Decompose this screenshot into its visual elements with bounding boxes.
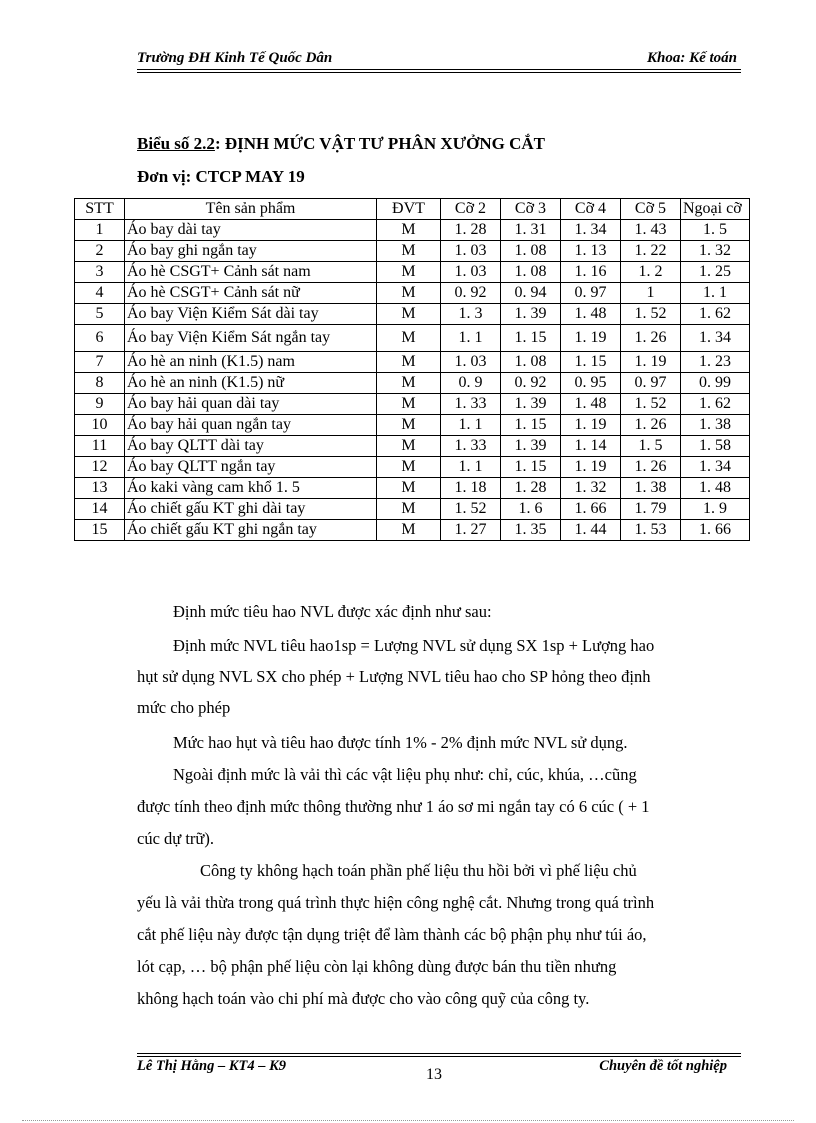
product-name-cell: Áo kaki vàng cam khổ 1. 5 [125,478,377,499]
paragraph-5-line-5: không hạch toán vào chi phí mà được cho vào công quỹ của công ty. [137,989,590,1008]
table-cell: 1. 5 [621,436,681,457]
table-cell: 4 [75,283,125,304]
table-cell: 0. 9 [441,373,501,394]
table-cell: 11 [75,436,125,457]
table-cell: 1. 39 [501,436,561,457]
table-cell: 1. 03 [441,262,501,283]
paragraph-5-line-3: cắt phế liệu này được tận dụng triệt để làm thành các bộ phận phụ như túi áo, [137,925,647,944]
table-cell: 1. 03 [441,352,501,373]
table-cell: 1. 43 [621,220,681,241]
header-cell: Ngoại cỡ [681,199,750,220]
table-cell: 1. 1 [441,457,501,478]
product-name-cell: Áo hè CSGT+ Cảnh sát nữ [125,283,377,304]
table-cell: 1. 19 [621,352,681,373]
table-cell: M [377,241,441,262]
table-cell: 1. 03 [441,241,501,262]
table-cell: 0. 97 [561,283,621,304]
material-norm-table [74,198,750,541]
table-cell: 1. 2 [621,262,681,283]
table-cell: M [377,373,441,394]
table-cell: 1. 15 [561,352,621,373]
table-cell: 1. 33 [441,394,501,415]
header-cell: Cỡ 4 [561,199,621,220]
table-cell: 1. 35 [501,520,561,541]
table-cell: 13 [75,478,125,499]
table-cell: M [377,415,441,436]
table-row [75,373,750,394]
table-title-label: Biểu số 2.2 [137,134,215,153]
table-cell: 1. 52 [621,394,681,415]
header-cell: STT [75,199,125,220]
table-cell: 14 [75,499,125,520]
product-name-cell: Áo bay QLTT ngắn tay [125,457,377,478]
product-name-cell: Áo hè CSGT+ Cảnh sát nam [125,262,377,283]
table-cell: 0. 92 [441,283,501,304]
product-name-cell: Áo bay Viện Kiểm Sát dài tay [125,304,377,325]
table-cell: 8 [75,373,125,394]
table-cell: 2 [75,241,125,262]
table-row [75,478,750,499]
table-cell: 3 [75,262,125,283]
header-cell: Cỡ 2 [441,199,501,220]
table-cell: 12 [75,457,125,478]
paragraph-3: Mức hao hụt và tiêu hao được tính 1% - 2% định mức NVL sử dụng. [173,733,628,752]
table-cell: M [377,457,441,478]
table-cell: 0. 99 [681,373,750,394]
table-cell: 1. 66 [561,499,621,520]
table-cell: 1. 48 [561,304,621,325]
table-cell: 1. 34 [681,325,750,352]
paragraph-4-line-2: được tính theo định mức thông thường như 1 áo sơ mi ngắn tay có 6 cúc ( + 1 [137,797,650,816]
paragraph-2-line-2: hụt sử dụng NVL SX cho phép + Lượng NVL tiêu hao cho SP hỏng theo định [137,667,651,686]
table-cell: 1. 08 [501,241,561,262]
page-footer [137,1050,741,1090]
table-cell: 1. 48 [681,478,750,499]
table-cell: 1. 34 [681,457,750,478]
page-header [137,50,741,70]
table-cell: M [377,220,441,241]
page-bottom-border [22,1120,794,1121]
table-cell: 6 [75,325,125,352]
table-cell: 1. 19 [561,325,621,352]
product-name-cell: Áo chiết gấu KT ghi dài tay [125,499,377,520]
table-row [75,262,750,283]
table-cell: M [377,304,441,325]
table-cell: M [377,325,441,352]
table-cell: 1. 28 [501,478,561,499]
table-cell: 1. 22 [621,241,681,262]
table-cell: 1. 44 [561,520,621,541]
header-cell: Cỡ 5 [621,199,681,220]
product-name-cell: Áo bay hải quan ngắn tay [125,415,377,436]
table-row [75,283,750,304]
footer-thesis: Chuyên đề tốt nghiệp [599,1058,727,1074]
table-row [75,499,750,520]
product-name-cell: Áo bay ghi ngắn tay [125,241,377,262]
table-row [75,325,750,352]
table-cell: 0. 97 [621,373,681,394]
paragraph-5-line-1: Công ty không hạch toán phần phế liệu thu hồi bởi vì phế liệu chủ [200,861,637,880]
table-cell: 1. 38 [681,415,750,436]
table-row [75,352,750,373]
paragraph-4-line-3: cúc dự trữ). [137,829,214,848]
table-cell: 1. 26 [621,415,681,436]
header-cell: Tên sản phẩm [125,199,377,220]
product-name-cell: Áo hè an ninh (K1.5) nữ [125,373,377,394]
table-cell: M [377,283,441,304]
table-cell: 1. 58 [681,436,750,457]
table-cell: M [377,436,441,457]
paragraph-4-line-1: Ngoài định mức là vải thì các vật liệu phụ như: chỉ, cúc, khúa, …cũng [173,765,637,784]
footer-rule-2 [137,1056,741,1057]
table-cell: M [377,262,441,283]
table-cell: 9 [75,394,125,415]
table-cell: M [377,394,441,415]
table-cell: M [377,520,441,541]
unit-line: Đơn vị: CTCP MAY 19 [137,167,305,186]
table-row [75,457,750,478]
table-cell: 1. 19 [561,415,621,436]
table-cell: 5 [75,304,125,325]
table-cell: 1. 15 [501,457,561,478]
header-rule-2 [137,72,741,73]
table-row [75,304,750,325]
paragraph-2-line-1: Định mức NVL tiêu hao1sp = Lượng NVL sử dụng SX 1sp + Lượng hao [173,636,655,655]
table-cell: 1. 26 [621,457,681,478]
table-row [75,436,750,457]
table-cell: 1. 23 [681,352,750,373]
paragraph-1: Định mức tiêu hao NVL được xác định như sau: [173,602,492,621]
table-row [75,415,750,436]
table-cell: 1. 39 [501,394,561,415]
page-number: 13 [426,1066,442,1083]
table-cell: 10 [75,415,125,436]
table-cell: 15 [75,520,125,541]
table-cell: 1. 53 [621,520,681,541]
table-title [137,134,545,154]
table-cell: 1. 34 [561,220,621,241]
table-cell: 1. 18 [441,478,501,499]
table-cell: 1. 48 [561,394,621,415]
header-cell: ĐVT [377,199,441,220]
product-name-cell: Áo bay Viện Kiểm Sát ngắn tay [125,325,377,352]
table-cell: 1 [75,220,125,241]
paragraph-5-line-2: yếu là vải thừa trong quá trình thực hiện công nghệ cắt. Nhưng trong quá trình [137,893,655,912]
table-cell: 1. 25 [681,262,750,283]
table-cell: M [377,499,441,520]
table-cell: 1. 52 [441,499,501,520]
table-cell: 1. 13 [561,241,621,262]
header-school: Trường ĐH Kinh Tế Quốc Dân [137,50,333,66]
table-cell: 1. 32 [561,478,621,499]
table-cell: 1. 15 [501,325,561,352]
header-cell: Cỡ 3 [501,199,561,220]
table-cell: 1. 6 [501,499,561,520]
table-row [75,241,750,262]
table-cell: 1. 52 [621,304,681,325]
table-cell: M [377,352,441,373]
product-name-cell: Áo bay dài tay [125,220,377,241]
table-cell: 1. 3 [441,304,501,325]
table-cell: 1. 16 [561,262,621,283]
table-cell: 1. 79 [621,499,681,520]
table-cell: 1. 38 [621,478,681,499]
table-cell: 1. 28 [441,220,501,241]
product-name-cell: Áo hè an ninh (K1.5) nam [125,352,377,373]
table-cell: 1. 31 [501,220,561,241]
table-cell: 1. 26 [621,325,681,352]
table-cell: 1. 66 [681,520,750,541]
table-row [75,520,750,541]
product-name-cell: Áo chiết gấu KT ghi ngắn tay [125,520,377,541]
table-cell: 1. 1 [681,283,750,304]
product-name-cell: Áo bay hải quan dài tay [125,394,377,415]
table-cell: 1. 33 [441,436,501,457]
paragraph-2-line-3: mức cho phép [137,698,231,717]
table-row [75,394,750,415]
table-cell: 0. 95 [561,373,621,394]
header-faculty: Khoa: Kế toán [646,50,737,66]
footer-rule [137,1053,741,1054]
table-header-row [75,199,750,220]
table-cell: M [377,478,441,499]
footer-author: Lê Thị Hằng – KT4 – K9 [137,1058,287,1074]
table-cell: 1. 9 [681,499,750,520]
table-body [75,199,750,541]
table-cell: 1. 1 [441,415,501,436]
paragraph-5-line-4: lót cạp, … bộ phận phế liệu còn lại không dùng được bán thu tiền nhưng [137,957,617,976]
table-cell: 1. 14 [561,436,621,457]
table-cell: 1. 32 [681,241,750,262]
table-cell: 1 [621,283,681,304]
table-cell: 0. 94 [501,283,561,304]
table-cell: 1. 62 [681,394,750,415]
table-cell: 1. 5 [681,220,750,241]
product-name-cell: Áo bay QLTT dài tay [125,436,377,457]
table-cell: 1. 62 [681,304,750,325]
table-cell: 1. 08 [501,262,561,283]
table-cell: 1. 27 [441,520,501,541]
table-cell: 7 [75,352,125,373]
table-cell: 0. 92 [501,373,561,394]
table-row [75,220,750,241]
header-rule [137,69,741,70]
table-cell: 1. 08 [501,352,561,373]
table-cell: 1. 19 [561,457,621,478]
table-cell: 1. 15 [501,415,561,436]
table-title-text: : ĐỊNH MỨC VẬT TƯ PHÂN XƯỞNG CẮT [214,134,546,153]
table-cell: 1. 1 [441,325,501,352]
table-cell: 1. 39 [501,304,561,325]
